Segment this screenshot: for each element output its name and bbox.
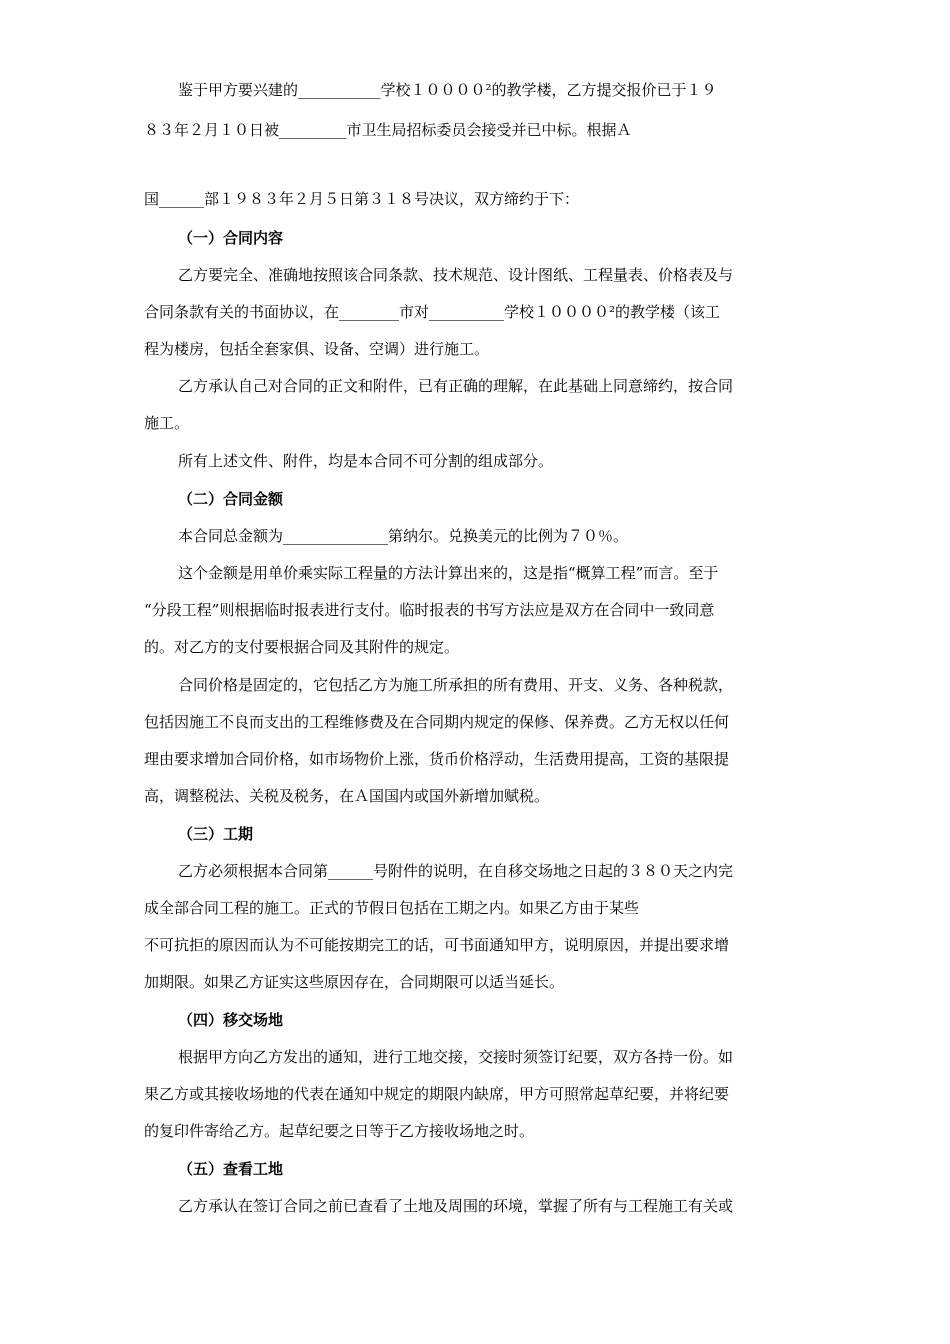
paragraph-preamble-line-3: 国______部１９８３年２月５日第３１８号决议，双方缔约于下： [144, 190, 580, 208]
paragraph-line: 这个金额是用单价乘实际工程量的方法计算出来的，这是指“概算工程”而言。至于 [178, 564, 719, 582]
section-heading-site-handover: （四）移交场地 [178, 1011, 284, 1029]
paragraph-line: “分段工程”则根据临时报表进行支付。临时报表的书写方法应是双方在合同中一致同意 [144, 601, 715, 619]
paragraph-line: 果乙方或其接收场地的代表在通知中规定的期限内缺席，甲方可照常起草纪要，并将纪要 [144, 1085, 730, 1103]
paragraph-line: 的复印件寄给乙方。起草纪要之日等于乙方接收场地之时。 [144, 1122, 535, 1140]
paragraph-line: 不可抗拒的原因而认为不可能按期完工的话，可书面通知甲方，说明原因，并提出要求增 [144, 936, 730, 954]
paragraph-line: 根据甲方向乙方发出的通知，进行工地交接，交接时须签订纪要，双方各持一份。如 [178, 1048, 734, 1066]
paragraph-line: 乙方要完全、准确地按照该合同条款、技术规范、设计图纸、工程量表、价格表及与 [178, 266, 734, 284]
section-heading-contract-amount: （二）合同金额 [178, 490, 284, 508]
paragraph-line: 施工。 [144, 414, 190, 432]
paragraph-line: 乙方承认自己对合同的正文和附件，已有正确的理解，在此基础上同意缔约，按合同 [178, 377, 734, 395]
paragraph-line: 本合同总金额为______________第纳尔。兑换美元的比例为７０％。 [178, 527, 629, 545]
section-heading-site-inspection: （五）查看工地 [178, 1160, 284, 1178]
section-heading-contract-content: （一）合同内容 [178, 229, 284, 247]
paragraph-preamble-line-1: 鉴于甲方要兴建的___________学校１００００²的教学楼，乙方提交报价已于１９ [178, 81, 717, 99]
paragraph-line: 包括因施工不良而支出的工程维修费及在合同期内规定的保修、保养费。乙方无权以任何 [144, 713, 730, 731]
paragraph-line: 乙方承认在签订合同之前已查看了土地及周围的环境，掌握了所有与工程施工有关或 [178, 1197, 734, 1215]
paragraph-line: 理由要求增加合同价格，如市场物价上涨，货币价格浮动，生活费用提高，工资的基限提 [144, 750, 730, 768]
paragraph-line: 乙方必须根据本合同第______号附件的说明，在自移交场地之日起的３８０天之内完 [178, 862, 734, 880]
paragraph-line: 加期限。如果乙方证实这些原因存在，合同期限可以适当延长。 [144, 973, 565, 991]
section-heading-duration: （三）工期 [178, 825, 254, 843]
paragraph-line: 程为楼房，包括全套家俱、设备、空调）进行施工。 [144, 340, 490, 358]
paragraph-line: 的。对乙方的支付要根据合同及其附件的规定。 [144, 638, 460, 656]
paragraph-line: 合同价格是固定的，它包括乙方为施工所承担的所有费用、开支、义务、各种税款， [178, 676, 734, 694]
paragraph-line: 合同条款有关的书面协议，在________市对__________学校１００００²的教学楼（该工 [144, 303, 721, 321]
paragraph-preamble-line-2: ８３年２月１０日被_________市卫生局招标委员会接受并已中标。根据Ａ [144, 121, 632, 139]
paragraph-line: 高，调整税法、关税及税务，在Ａ国国内或国外新增加赋税。 [144, 787, 550, 805]
paragraph-line: 所有上述文件、附件，均是本合同不可分割的组成部分。 [178, 452, 554, 470]
paragraph-line: 成全部合同工程的施工。正式的节假日包括在工期之内。如果乙方由于某些 [144, 899, 640, 917]
